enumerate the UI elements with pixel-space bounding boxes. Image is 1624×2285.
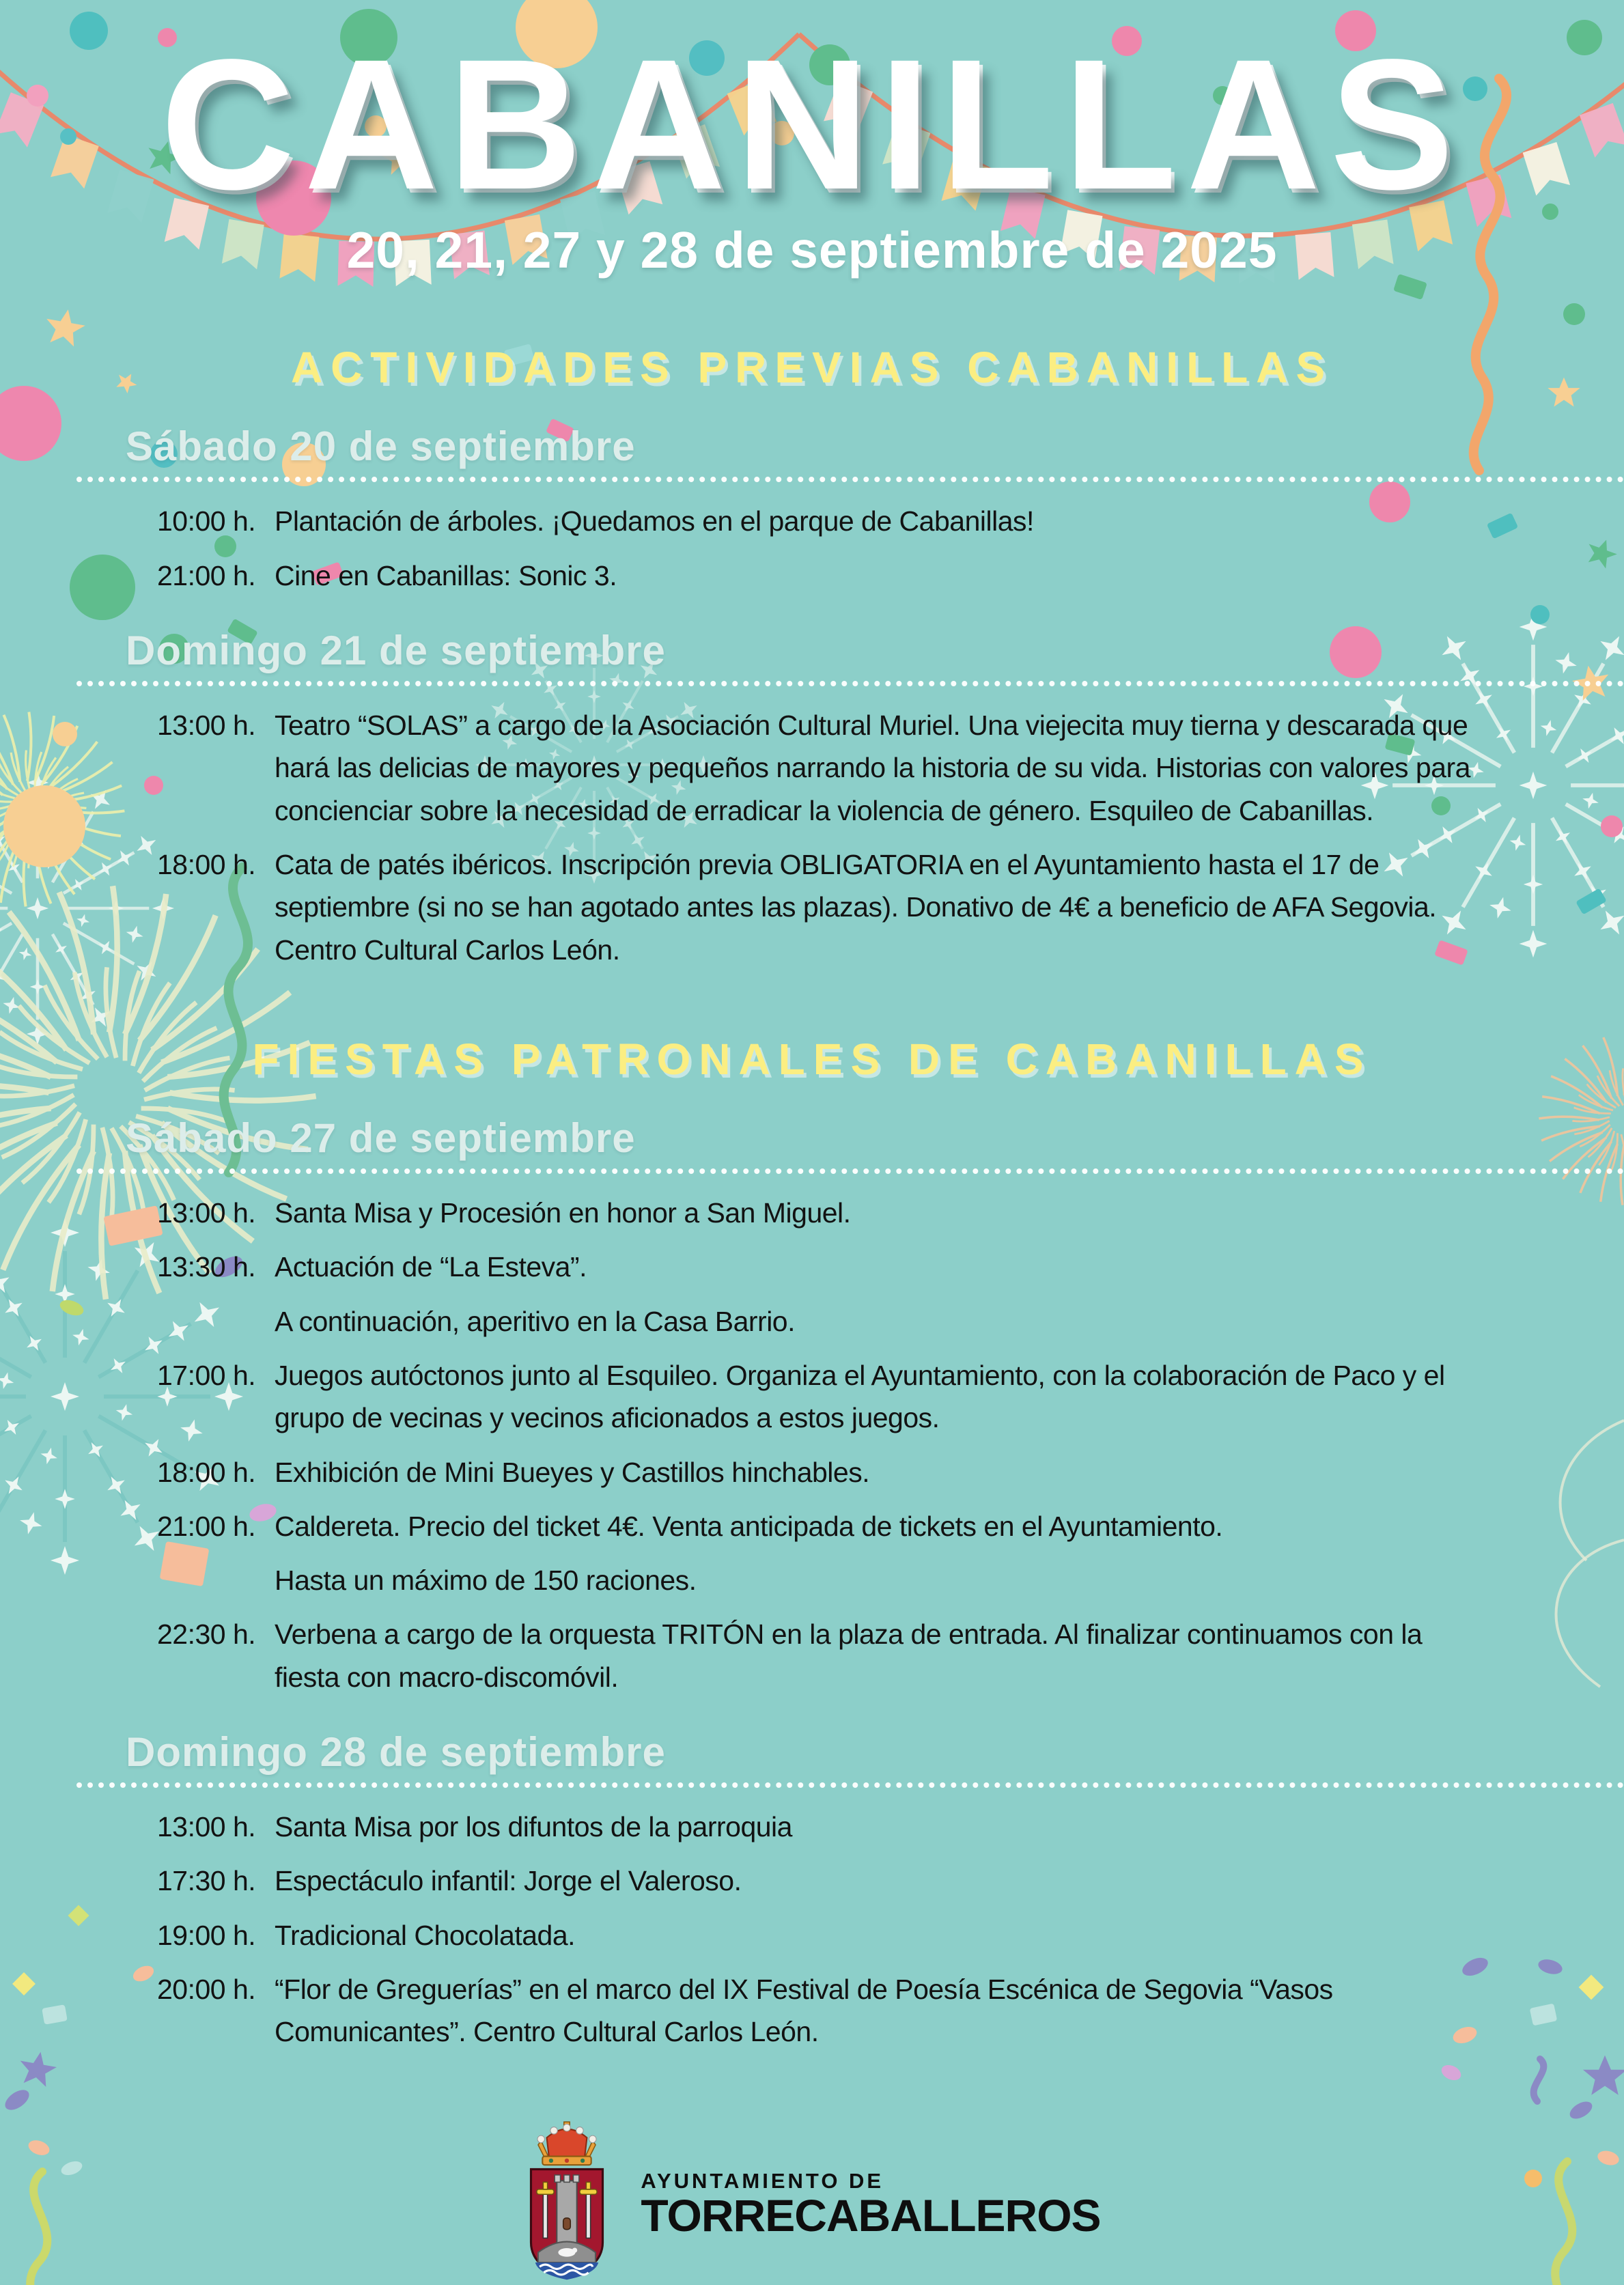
- event-row: [157, 704, 1477, 832]
- event-list: [157, 704, 1477, 971]
- event-time: 17:00 h.: [157, 1359, 256, 1391]
- day-block: [0, 627, 1624, 971]
- event-row: [157, 1559, 1477, 1601]
- event-row: [157, 843, 1477, 971]
- event-time: 10:00 h.: [157, 505, 256, 537]
- event-time: [157, 1300, 275, 1343]
- event-row: [157, 1354, 1477, 1440]
- event-row: [157, 555, 1477, 597]
- event-time: 18:00 h.: [157, 849, 256, 880]
- event-text: Plantación de árboles. ¡Quedamos en el parque de Cabanillas!: [275, 505, 1034, 537]
- poster-content: [0, 20, 1624, 2285]
- event-time: 21:00 h.: [157, 559, 256, 591]
- section-heading: FIESTAS PATRONALES DE CABANILLAS: [252, 1034, 1372, 1084]
- event-list: [157, 1806, 1477, 2053]
- poster-title: CABANILLAS: [160, 20, 1464, 228]
- event-row: [157, 1300, 1477, 1343]
- event-row: [157, 1192, 1477, 1234]
- event-time: 13:00 h.: [157, 1811, 256, 1843]
- torrecaballeros-coat-of-arms-icon: [523, 2119, 611, 2285]
- event-row: [157, 500, 1477, 542]
- day-header: Sábado 20 de septiembre: [76, 423, 1624, 482]
- event-text: Verbena a cargo de la orquesta TRITÓN en la plaza de entrada. Al finalizar continuamos con la fiesta con macro-discomóvil.: [275, 1618, 1423, 1693]
- event-time: 21:00 h.: [157, 1510, 256, 1542]
- section-heading: ACTIVIDADES PREVIAS CABANILLAS: [290, 343, 1334, 393]
- day-header: Domingo 28 de septiembre: [76, 1728, 1624, 1788]
- event-text: Juegos autóctonos junto al Esquileo. Organiza el Ayuntamiento, con la colaboración de Paco y el grupo de vecinas y vecinos aficionados a estos juegos.: [275, 1359, 1445, 1434]
- event-time: 17:30 h.: [157, 1865, 256, 1897]
- organizer: [641, 2170, 1100, 2240]
- event-list: [157, 1192, 1477, 1698]
- event-text: Santa Misa por los difuntos de la parroquia: [275, 1811, 792, 1843]
- event-text: Caldereta. Precio del ticket 4€. Venta anticipada de tickets en el Ayuntamiento.: [275, 1510, 1223, 1542]
- event-time: [157, 1559, 275, 1601]
- event-text: Actuación de “La Esteva”.: [275, 1251, 587, 1283]
- event-row: [157, 1860, 1477, 1902]
- event-text: Hasta un máximo de 150 raciones.: [275, 1565, 697, 1597]
- event-text: Espectáculo infantil: Jorge el Valeroso.: [275, 1865, 742, 1897]
- event-text: Santa Misa y Procesión en honor a San Miguel.: [275, 1196, 851, 1229]
- event-list: [157, 500, 1477, 597]
- event-row: [157, 1914, 1477, 1957]
- event-row: [157, 1246, 1477, 1288]
- event-time: 18:00 h.: [157, 1456, 256, 1488]
- event-row: [157, 1806, 1477, 1848]
- event-row: [157, 1968, 1477, 2053]
- poster-dates: 20, 21, 27 y 28 de septiembre de 2025: [346, 221, 1278, 279]
- event-text: “Flor de Greguerías” en el marco del IX Festival de Poesía Escénica de Segovia “Vasos Comunicantes”. Centro Cultural Carlos León.: [275, 1974, 1333, 2048]
- schedule: [0, 342, 1624, 2053]
- event-time: 13:30 h.: [157, 1251, 256, 1283]
- event-time: 13:00 h.: [157, 1196, 256, 1229]
- event-text: Cata de patés ibéricos. Inscripción previa OBLIGATORIA en el Ayuntamiento hasta el 17 de septiembre (si no se han agotado antes las plazas). Donativo de 4€ a beneficio de AFA Segovia. Centro Cultural Carlos León.: [275, 849, 1437, 966]
- event-time: 13:00 h.: [157, 710, 256, 742]
- event-time: 19:00 h.: [157, 1919, 256, 1951]
- day-block: [0, 1115, 1624, 1698]
- day-block: [0, 1728, 1624, 2053]
- event-time: 22:30 h.: [157, 1618, 256, 1651]
- footer: [0, 2119, 1624, 2285]
- event-row: [157, 1613, 1477, 1698]
- event-text: Tradicional Chocolatada.: [275, 1919, 576, 1951]
- event-time: 20:00 h.: [157, 1974, 256, 2005]
- event-text: Exhibición de Mini Bueyes y Castillos hinchables.: [275, 1456, 870, 1488]
- organizer-line2: TORRECABALLEROS: [641, 2190, 1101, 2241]
- day-header: Sábado 27 de septiembre: [76, 1115, 1624, 1174]
- event-row: [157, 1505, 1477, 1547]
- event-row: [157, 1451, 1477, 1494]
- event-text: A continuación, aperitivo en la Casa Barrio.: [275, 1305, 796, 1337]
- event-text: Cine en Cabanillas: Sonic 3.: [275, 559, 617, 591]
- event-text: Teatro “SOLAS” a cargo de la Asociación Cultural Muriel. Una viejecita muy tierna y descarada que hará las delicias de mayores y pequeños narrando la historia de su vida. Historias con valores para concienciar sobre la necesidad de erradicar la violencia de género. Esquileo de Cabanillas.: [275, 710, 1470, 826]
- organizer-line1: AYUNTAMIENTO DE: [641, 2168, 884, 2193]
- day-header: Domingo 21 de septiembre: [76, 627, 1624, 686]
- day-block: [0, 423, 1624, 597]
